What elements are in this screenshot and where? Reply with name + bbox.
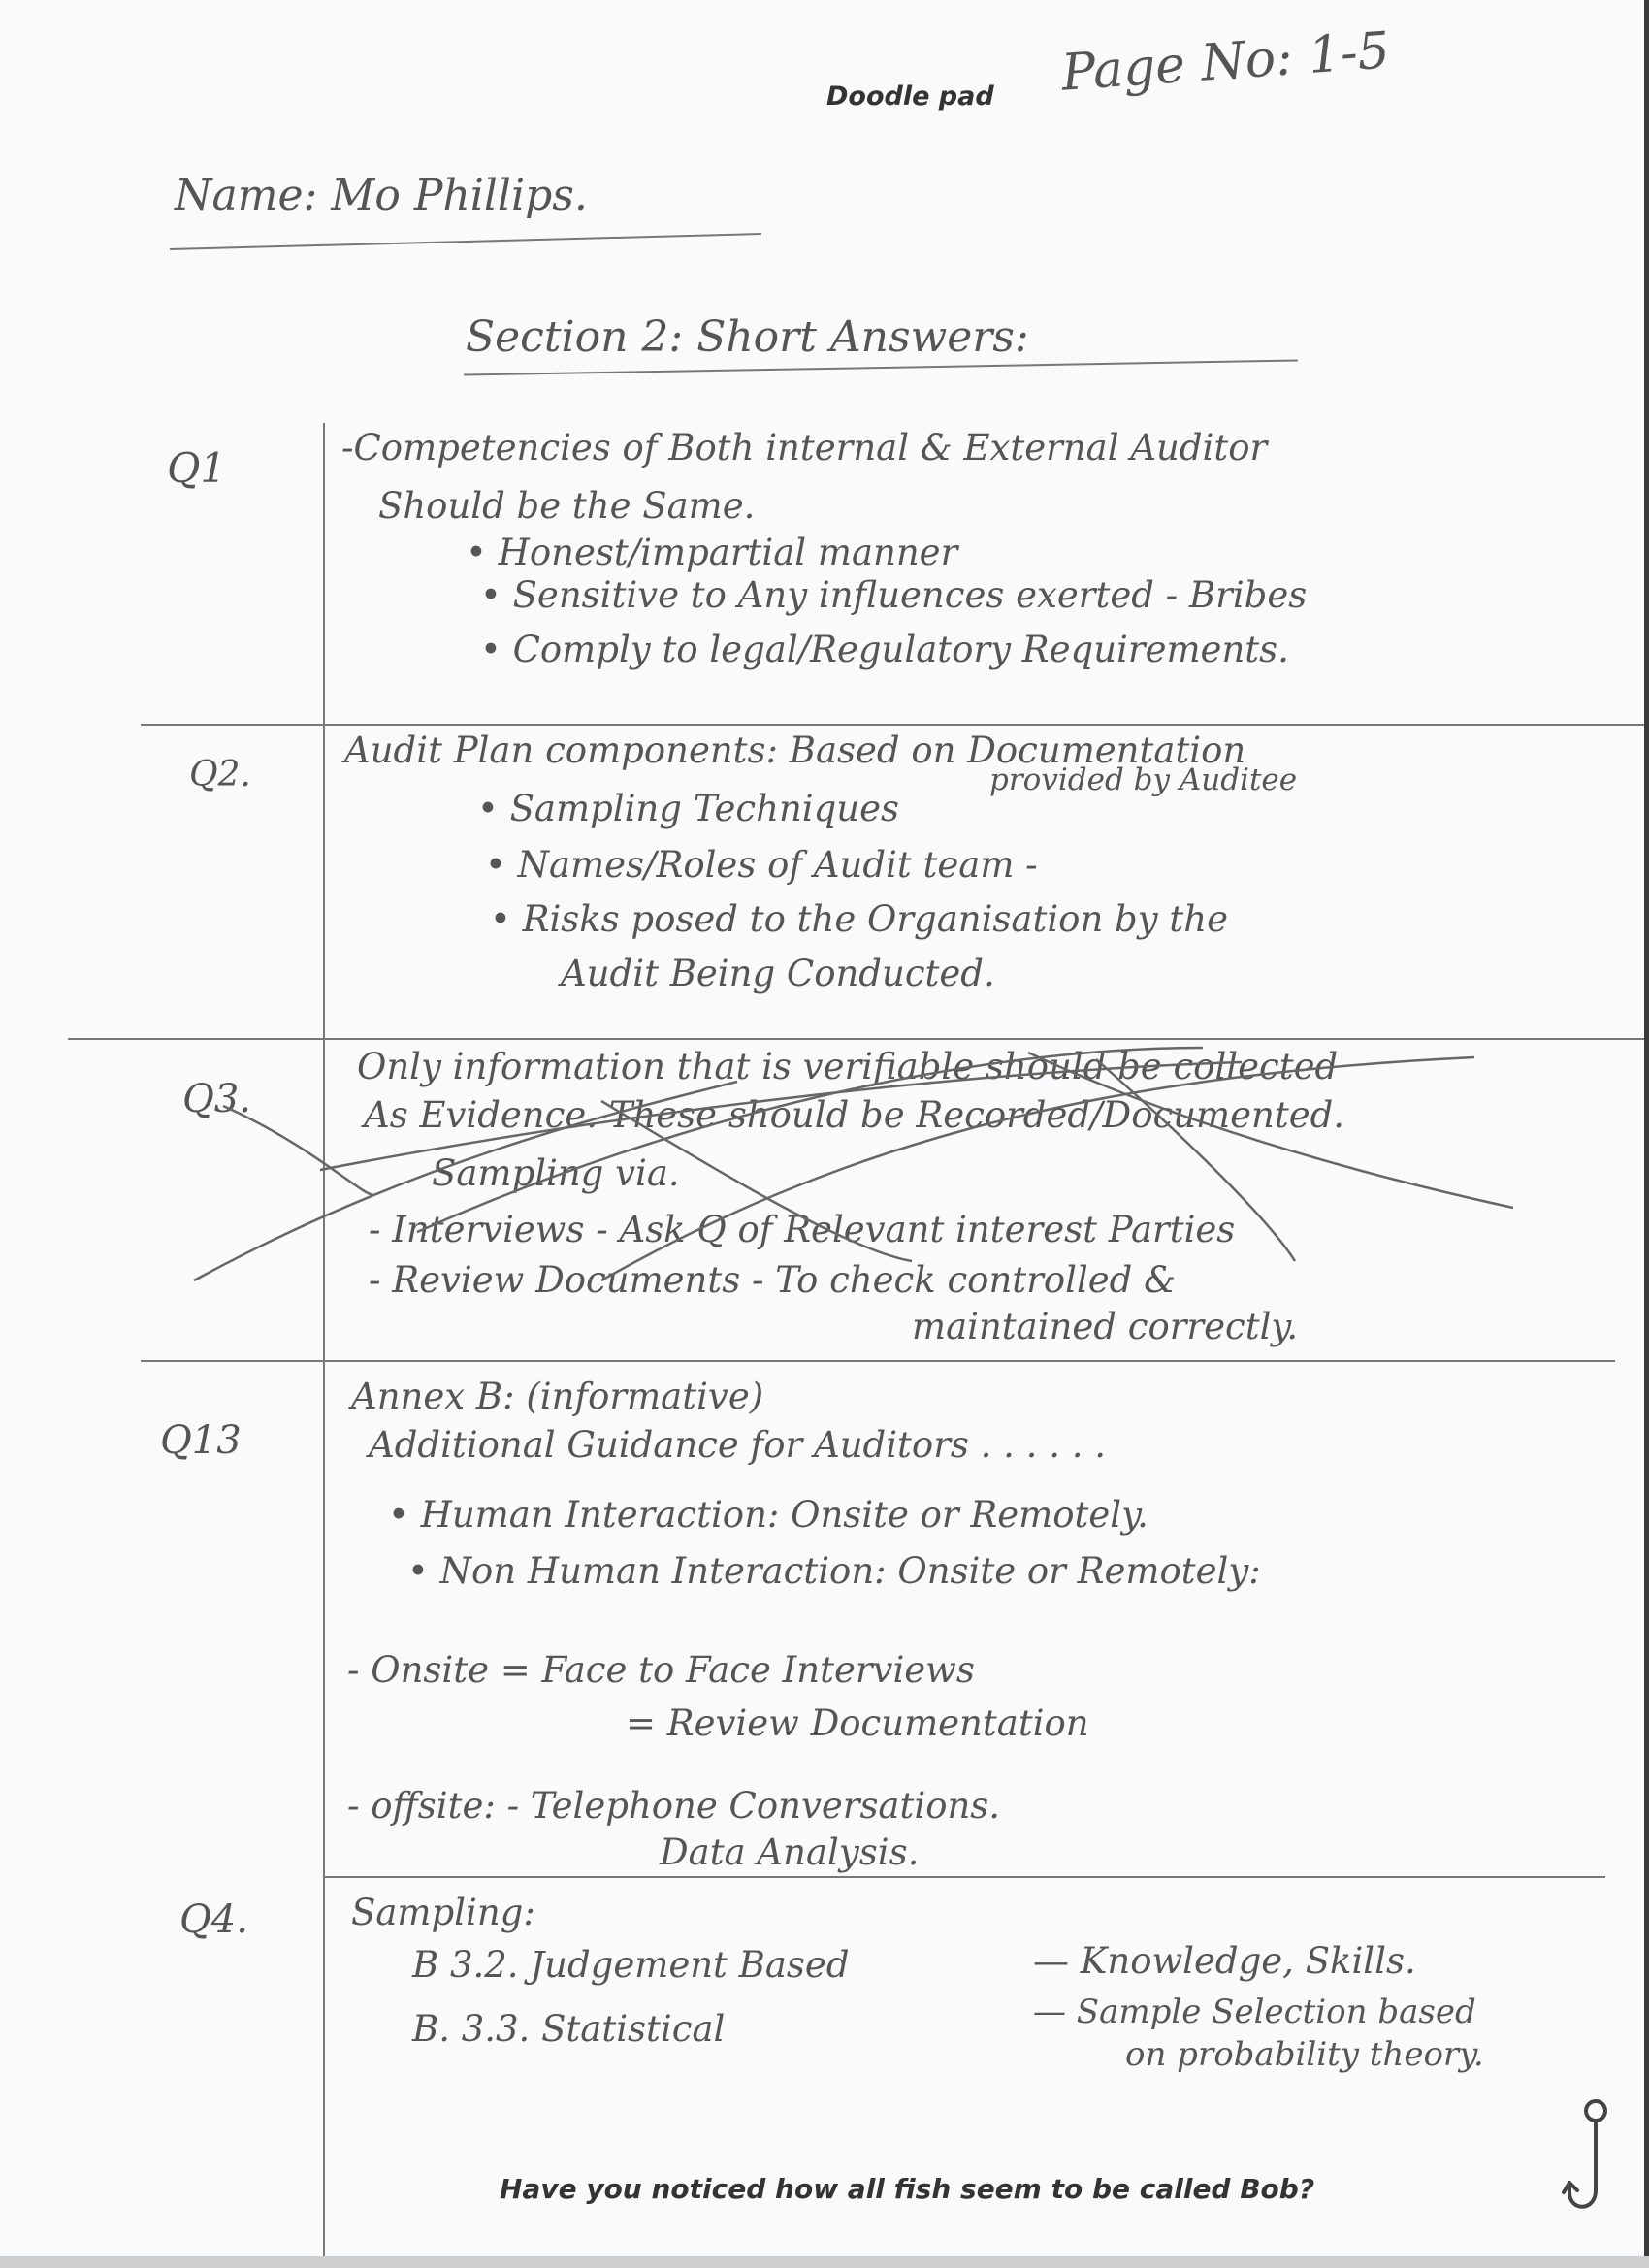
answer-line: - Onsite = Face to Face Interviews	[347, 1649, 975, 1691]
answer-line: Sampling via.	[432, 1152, 680, 1194]
answer-line: — Sample Selection based	[1033, 1993, 1476, 2031]
answer-line: — Knowledge, Skills.	[1033, 1940, 1416, 1982]
answer-line: • Sensitive to Any influences exerted - Bribes	[480, 574, 1308, 616]
answer-line: • Risks posed to the Organisation by the	[490, 898, 1228, 940]
answer-line: on probability theory.	[1125, 2035, 1484, 2074]
page-number: Page No: 1-5	[1059, 21, 1392, 103]
answer-line: provided by Auditee	[989, 762, 1298, 797]
question-label: Q13	[160, 1418, 242, 1463]
answer-line: B 3.2. Judgement Based	[412, 1944, 850, 1986]
answer-line: • Honest/impartial manner	[466, 532, 958, 573]
answer-line: Audit Plan components: Based on Documentation	[344, 729, 1246, 771]
answer-line: Sampling:	[351, 1892, 535, 1933]
fish-hook-icon	[1562, 2093, 1630, 2219]
answer-line: • Non Human Interaction: Onsite or Remotely:	[407, 1550, 1261, 1592]
answer-line: As Evidence. These should be Recorded/Documented.	[364, 1094, 1345, 1136]
answer-line: maintained correctly.	[912, 1306, 1299, 1347]
answer-line: • Sampling Techniques	[477, 788, 900, 829]
answer-line: Additional Guidance for Auditors . . . . . .	[369, 1424, 1106, 1466]
question-label: Q1	[167, 444, 227, 492]
answer-line: B. 3.3. Statistical	[412, 2008, 726, 2050]
student-name: Name: Mo Phillips.	[175, 171, 588, 220]
question-label: Q3.	[182, 1077, 251, 1121]
answer-line: - Review Documents - To check controlled &	[369, 1259, 1177, 1301]
answer-line: = Review Documentation	[626, 1702, 1089, 1744]
answer-line: -Competencies of Both internal & External Auditor	[341, 427, 1268, 469]
question-label: Q2.	[189, 755, 251, 794]
answer-line: • Comply to legal/Regulatory Requirements.	[480, 629, 1289, 670]
answer-line: - Interviews - Ask Q of Relevant interest Parties	[369, 1209, 1236, 1250]
pad-footer: Have you noticed how all fish seem to be called Bob?	[500, 2173, 1315, 2205]
answer-line: Only information that is verifiable should be collected	[357, 1046, 1339, 1087]
answer-line: Should be the Same.	[378, 485, 756, 527]
section-title: Section 2: Short Answers:	[466, 312, 1029, 362]
answer-line: Annex B: (informative)	[351, 1376, 764, 1417]
answer-line: • Names/Roles of Audit team -	[485, 844, 1038, 886]
pad-header: Doodle pad	[826, 81, 994, 112]
question-label: Q4.	[179, 1897, 248, 1942]
answer-line: Audit Being Conducted.	[561, 953, 995, 994]
answer-line: - offsite: - Telephone Conversations.	[347, 1785, 1001, 1827]
answer-line: Data Analysis.	[660, 1831, 920, 1873]
answer-line: • Human Interaction: Onsite or Remotely.	[388, 1494, 1148, 1536]
